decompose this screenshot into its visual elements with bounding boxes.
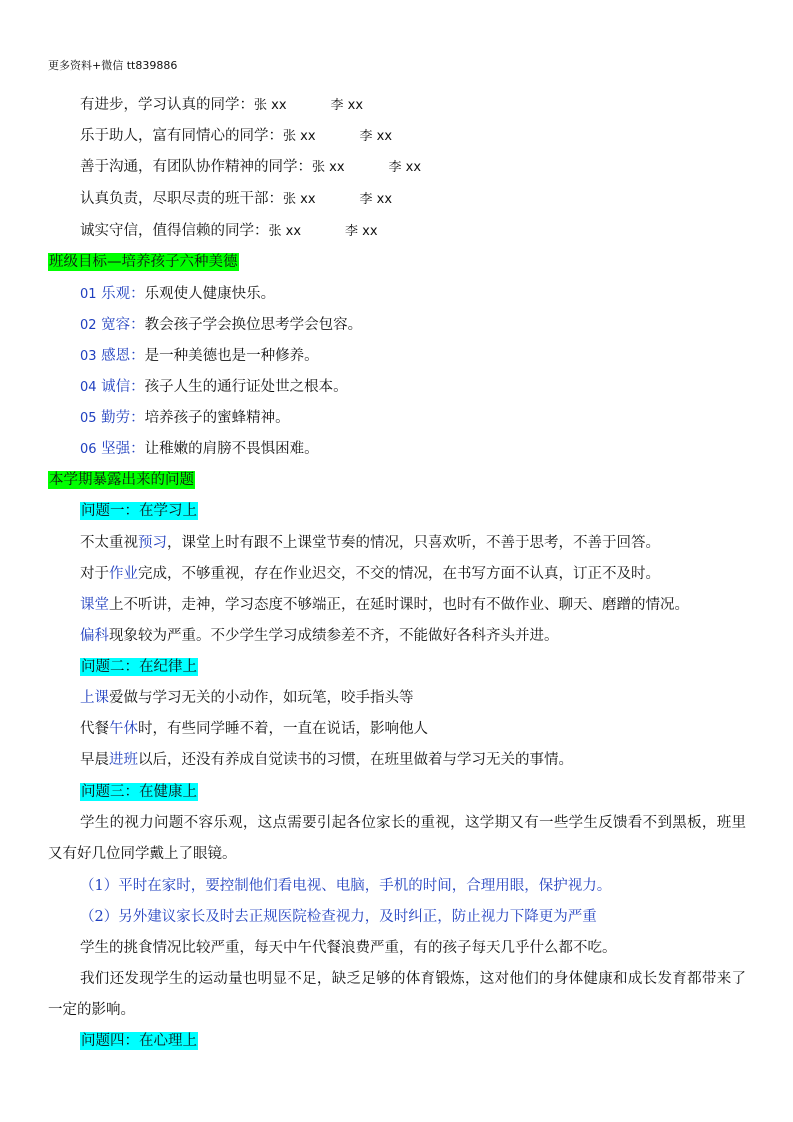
goals-heading: 班级目标—培养孩子六种美德 — [49, 254, 238, 270]
problem-title: 问题四：在心理上 — [81, 1033, 197, 1049]
goal-item: 06 坚强：让稚嫩的肩膀不畏惧困难。 — [80, 441, 319, 457]
award-line: 乐于助人，富有同情心的同学：张 xx 李 xx — [80, 128, 393, 144]
goal-item: 05 勤劳：培养孩子的蜜蜂精神。 — [80, 410, 290, 426]
problem-line: 早晨进班以后，还没有养成自觉读书的习惯，在班里做着与学习无关的事情。 — [80, 752, 573, 768]
problem-title: 问题二：在纪律上 — [81, 659, 197, 675]
health-tip: （1）平时在家时，要控制他们看电视、电脑，手机的时间，合理用眼，保护视力。 — [80, 878, 612, 894]
award-line: 诚实守信，值得信赖的同学：张 xx 李 xx — [80, 223, 378, 239]
health-tip: （2）另外建议家长及时去正规医院检查视力，及时纠正，防止视力下降更为严重 — [80, 909, 597, 925]
award-line: 有进步，学习认真的同学：张 xx 李 xx — [80, 97, 364, 113]
health-paragraph: 学生的挑食情况比较严重，每天中午代餐浪费严重，有的孩子每天几乎什么都不吃。 — [80, 940, 617, 956]
page-header: 更多资料+微信 tt839886 — [48, 59, 178, 72]
problem-line: 代餐午休时，有些同学睡不着，一直在说话，影响他人 — [80, 721, 428, 737]
goal-item: 04 诚信：孩子人生的通行证处世之根本。 — [80, 379, 348, 395]
problem-line: 对于作业完成，不够重视，存在作业迟交，不交的情况，在书写方面不认真，订正不及时。 — [80, 566, 660, 582]
goal-item: 01 乐观：乐观使人健康快乐。 — [80, 286, 276, 302]
problem-line: 偏科现象较为严重。不少学生学习成绩参差不齐，不能做好各科齐头并进。 — [80, 628, 559, 644]
goal-item: 02 宽容：教会孩子学会换位思考学会包容。 — [80, 317, 363, 333]
problem-line: 不太重视预习，课堂上时有跟不上课堂节奏的情况，只喜欢听，不善于思考，不善于回答。 — [80, 535, 660, 551]
problem-title: 问题三：在健康上 — [81, 784, 197, 800]
goal-item: 03 感恩：是一种美德也是一种修养。 — [80, 348, 319, 364]
problem-title: 问题一：在学习上 — [81, 503, 197, 519]
problem-line: 课堂上不听讲，走神，学习态度不够端正，在延时课时，也时有不做作业、聊天、磨蹭的情况。 — [80, 597, 689, 613]
award-line: 认真负责，尽职尽责的班干部：张 xx 李 xx — [80, 191, 393, 207]
health-paragraph: 我们还发现学生的运动量也明显不足，缺乏足够的体育锻炼，这对他们的身体健康和成长发育都带来了一定的影响。 — [48, 971, 746, 1018]
award-line: 善于沟通，有团队协作精神的同学：张 xx 李 xx — [80, 159, 422, 175]
problems-heading: 本学期暴露出来的问题 — [49, 472, 194, 488]
problem-line: 上课爱做与学习无关的小动作，如玩笔，咬手指头等 — [80, 690, 414, 706]
health-paragraph: 学生的视力问题不容乐观，这点需要引起各位家长的重视，这学期又有一些学生反馈看不到黑板，班里又有好几位同学戴上了眼镜。 — [48, 815, 746, 862]
